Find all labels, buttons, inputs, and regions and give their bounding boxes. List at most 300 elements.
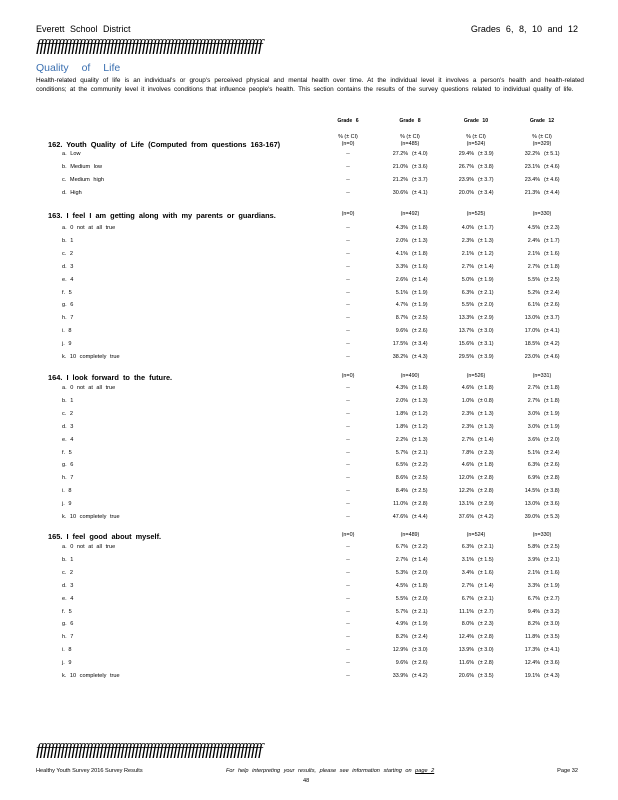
g10-percent: 6.3%	[461, 544, 474, 550]
grade-6-value: --	[346, 660, 350, 667]
g12-confidence-interval: (± 3.6)	[544, 660, 560, 667]
percent-ci-subheader: % (± CI)	[532, 134, 552, 140]
g8-confidence-interval: (± 4.0)	[412, 151, 428, 157]
g8-percent: 3.3%	[395, 263, 408, 270]
g10-confidence-interval: (± 1.4)	[478, 263, 494, 270]
g10-percent: 2.3%	[461, 237, 474, 244]
g12-percent: 2.7%	[527, 263, 540, 270]
grade-6-value: --	[346, 410, 350, 417]
answer-option-label: i. 8	[62, 328, 72, 335]
g10-percent: 6.3%	[461, 289, 474, 296]
answer-option-label: g. 6	[62, 462, 74, 469]
grade-6-value: --	[346, 328, 350, 335]
g8-confidence-interval: (± 2.1)	[412, 608, 428, 615]
g10-confidence-interval: (± 2.1)	[478, 289, 494, 296]
g12-confidence-interval: (± 1.6)	[544, 569, 560, 576]
g10-percent: 12.2%	[458, 488, 474, 495]
g10-percent: 4.0%	[461, 225, 474, 231]
g12-percent: 39.0%	[524, 514, 540, 520]
g8-confidence-interval: (± 1.8)	[412, 385, 428, 391]
answer-option-label: j. 9	[62, 501, 72, 508]
answer-option-label: d. High	[62, 189, 82, 196]
g10-percent: 5.5%	[461, 302, 474, 309]
g8-percent: 12.9%	[392, 647, 408, 654]
g10-percent: 6.7%	[461, 595, 474, 602]
g8-confidence-interval: (± 1.3)	[412, 237, 428, 244]
grade-6-value: --	[346, 176, 350, 183]
g8-percent: 4.3%	[395, 385, 408, 391]
answer-option-label: k. 10 completely true	[62, 354, 120, 360]
g12-confidence-interval: (± 2.6)	[544, 462, 560, 469]
g10-percent: 1.0%	[461, 397, 474, 404]
sample-size-cell	[512, 532, 572, 539]
grade-6-value: --	[346, 514, 350, 520]
answer-option-label: e. 4	[62, 595, 74, 602]
g8-percent: 38.2%	[392, 354, 408, 360]
g12-confidence-interval: (± 5.3)	[544, 514, 560, 520]
g10-percent: 12.4%	[458, 634, 474, 641]
g10-percent: 13.7%	[458, 328, 474, 335]
g10-percent: 4.6%	[461, 385, 474, 391]
g10-confidence-interval: (± 1.3)	[478, 410, 494, 417]
g12-confidence-interval: (± 4.4)	[544, 189, 560, 196]
g10-confidence-interval: (± 3.1)	[478, 341, 494, 348]
g8-percent: 2.0%	[395, 237, 408, 244]
g12-percent: 2.1%	[527, 250, 540, 257]
g8-percent: 5.3%	[395, 569, 408, 576]
g10-percent: 29.4%	[458, 151, 474, 157]
g8-percent: 9.6%	[395, 328, 408, 335]
sample-size: (n=0)	[341, 140, 355, 147]
g12-percent: 18.5%	[524, 341, 540, 348]
answer-option-label: b. 1	[62, 237, 74, 244]
g12-percent: 6.9%	[527, 475, 540, 482]
sample-size-cell	[318, 532, 378, 539]
g10-confidence-interval: (± 2.7)	[478, 608, 494, 615]
g10-confidence-interval: (± 2.9)	[478, 501, 494, 508]
g8-percent: 6.7%	[395, 544, 408, 550]
grade-6-value: --	[346, 544, 350, 550]
g12-percent: 5.2%	[527, 289, 540, 296]
answer-option-label: a. 0 not at all true	[62, 544, 116, 550]
answer-option-label: f. 5	[62, 289, 72, 296]
g12-confidence-interval: (± 2.3)	[544, 225, 560, 231]
g12-percent: 4.5%	[527, 225, 540, 231]
g10-percent: 3.1%	[461, 556, 474, 563]
g12-confidence-interval: (± 1.8)	[544, 397, 560, 404]
g12-percent: 2.7%	[527, 385, 540, 391]
g8-confidence-interval: (± 4.2)	[412, 673, 428, 679]
sample-size-cell	[512, 134, 572, 147]
g10-confidence-interval: (± 3.9)	[478, 354, 494, 360]
g10-confidence-interval: (± 2.3)	[478, 449, 494, 456]
footer-page-link[interactable]: page 2	[415, 768, 435, 774]
grade-6-value: --	[346, 163, 350, 170]
footer-help-text	[226, 768, 434, 774]
g8-percent: 2.6%	[395, 276, 408, 283]
section-intro: Health-related quality of life is an individual's or group's perceived physical and mental health over time. At the individual level it involves a person's health and health-related conditions; at the community level it involves conditions that influence people's health. This section contains the results of the survey questions related to individual quality of life.	[36, 77, 584, 93]
g10-percent: 29.5%	[458, 354, 474, 360]
question-title: 164. I look forward to the future.	[48, 373, 173, 382]
g8-confidence-interval: (± 3.6)	[412, 163, 428, 170]
g12-confidence-interval: (± 2.4)	[544, 289, 560, 296]
g12-confidence-interval: (± 2.0)	[544, 436, 560, 443]
g12-percent: 3.0%	[527, 410, 540, 417]
g10-confidence-interval: (± 2.8)	[478, 488, 494, 495]
g12-percent: 8.2%	[527, 621, 540, 628]
g12-confidence-interval: (± 3.7)	[544, 315, 560, 322]
g10-percent: 7.8%	[461, 449, 474, 456]
g10-confidence-interval: (± 2.1)	[478, 595, 494, 602]
g10-percent: 2.7%	[461, 263, 474, 270]
g8-confidence-interval: (± 3.7)	[412, 176, 428, 183]
column-header-grade-8: Grade 8	[399, 118, 421, 124]
sample-size-cell	[380, 532, 440, 539]
grade-6-value: --	[346, 501, 350, 508]
answer-option-label: c. 2	[62, 410, 74, 417]
g10-confidence-interval: (± 1.4)	[478, 436, 494, 443]
g12-confidence-interval: (± 4.6)	[544, 176, 560, 183]
decorative-rule-bottom: ffffffffffffffffffffffffffffffffffffffffffffffffffffffffffffffff	[36, 742, 262, 758]
grade-6-value: --	[346, 276, 350, 283]
g8-confidence-interval: (± 4.3)	[412, 354, 428, 360]
g10-confidence-interval: (± 0.8)	[478, 397, 494, 404]
sample-size-cell	[380, 134, 440, 147]
g10-confidence-interval: (± 3.5)	[478, 673, 494, 679]
percent-ci-subheader: % (± CI)	[466, 134, 486, 140]
g8-percent: 1.8%	[395, 410, 408, 417]
g10-percent: 11.1%	[459, 608, 474, 615]
sample-size: (n=492)	[400, 211, 420, 217]
section-title: Quality of Life	[36, 62, 121, 74]
footer-help-prefix: For help interpreting your results, please see information starting on	[226, 768, 412, 774]
g12-percent: 14.5%	[524, 488, 540, 495]
g8-percent: 6.5%	[395, 462, 408, 469]
g8-percent: 4.7%	[395, 302, 408, 309]
g12-percent: 32.2%	[524, 151, 540, 157]
grade-6-value: --	[346, 151, 350, 157]
g8-confidence-interval: (± 2.6)	[412, 660, 428, 667]
g8-percent: 11.0%	[393, 501, 408, 508]
grade-6-value: --	[346, 237, 350, 244]
g12-confidence-interval: (± 1.9)	[544, 410, 560, 417]
page-number: 48	[303, 778, 310, 784]
sample-size: (n=526)	[466, 373, 486, 379]
grade-6-value: --	[346, 354, 350, 360]
g8-confidence-interval: (± 1.8)	[412, 225, 428, 231]
answer-option-label: h. 7	[62, 634, 74, 641]
grade-6-value: --	[346, 608, 350, 615]
grade-6-value: --	[346, 673, 350, 679]
answer-option-label: b. Medium low	[62, 163, 103, 170]
question-title: 165. I feel good about myself.	[48, 532, 162, 541]
g12-percent: 17.0%	[524, 328, 540, 335]
g12-percent: 23.1%	[524, 163, 540, 170]
answer-option-label: d. 3	[62, 582, 74, 589]
g12-confidence-interval: (± 1.8)	[544, 385, 560, 391]
g12-confidence-interval: (± 2.6)	[544, 302, 560, 309]
g8-confidence-interval: (± 1.8)	[412, 582, 428, 589]
answer-option-label: k. 10 completely true	[62, 514, 120, 520]
g8-confidence-interval: (± 1.3)	[412, 436, 428, 443]
g12-confidence-interval: (± 1.9)	[544, 582, 560, 589]
g8-confidence-interval: (± 1.2)	[412, 410, 428, 417]
g10-confidence-interval: (± 1.5)	[478, 556, 494, 563]
answer-option-label: f. 5	[62, 449, 72, 456]
sample-size-cell	[318, 134, 378, 147]
g12-percent: 21.3%	[524, 189, 540, 196]
g8-confidence-interval: (± 2.5)	[412, 475, 428, 482]
g12-confidence-interval: (± 4.3)	[544, 673, 560, 679]
grade-6-value: --	[346, 449, 350, 456]
g10-percent: 20.6%	[458, 673, 474, 679]
g10-confidence-interval: (± 2.0)	[478, 302, 494, 309]
g10-percent: 37.6%	[458, 514, 474, 520]
g12-percent: 13.0%	[524, 315, 540, 322]
g12-percent: 23.0%	[524, 354, 540, 360]
g10-confidence-interval: (± 1.4)	[478, 582, 494, 589]
g10-percent: 3.4%	[461, 569, 474, 576]
question-title: 163. I feel I am getting along with my parents or guardians.	[48, 211, 276, 220]
grade-6-value: --	[346, 436, 350, 443]
g10-confidence-interval: (± 3.4)	[478, 189, 494, 196]
g10-confidence-interval: (± 3.7)	[478, 176, 494, 183]
grade-6-value: --	[346, 647, 350, 654]
g8-percent: 17.5%	[392, 341, 408, 348]
g8-confidence-interval: (± 3.0)	[412, 647, 428, 654]
sample-size-cell	[380, 373, 440, 380]
sample-size: (n=0)	[341, 211, 355, 217]
answer-option-label: a. Low	[62, 151, 81, 157]
g10-percent: 12.0%	[458, 475, 474, 482]
g10-confidence-interval: (± 1.2)	[478, 250, 494, 257]
g8-confidence-interval: (± 1.3)	[412, 397, 428, 404]
g12-percent: 2.4%	[527, 237, 540, 244]
g12-confidence-interval: (± 2.8)	[544, 475, 560, 482]
g12-confidence-interval: (± 1.7)	[544, 237, 560, 244]
answer-option-label: g. 6	[62, 302, 74, 309]
grade-6-value: --	[346, 423, 350, 430]
g10-confidence-interval: (± 1.8)	[478, 462, 494, 469]
grade-6-value: --	[346, 385, 350, 391]
answer-option-label: i. 8	[62, 647, 72, 654]
answer-option-label: c. 2	[62, 569, 74, 576]
g10-percent: 8.0%	[461, 621, 474, 628]
g8-percent: 4.3%	[395, 225, 408, 231]
grade-6-value: --	[346, 341, 350, 348]
answer-option-label: d. 3	[62, 263, 74, 270]
g10-percent: 13.9%	[458, 647, 474, 654]
grade-6-value: --	[346, 462, 350, 469]
grade-6-value: --	[346, 397, 350, 404]
g12-percent: 9.4%	[527, 608, 540, 615]
g12-percent: 6.1%	[527, 302, 540, 309]
g8-confidence-interval: (± 3.4)	[412, 341, 428, 348]
g12-confidence-interval: (± 3.6)	[544, 501, 560, 508]
grade-6-value: --	[346, 225, 350, 231]
g12-confidence-interval: (± 2.1)	[544, 556, 560, 563]
district-name: Everett School District	[36, 24, 131, 34]
g8-percent: 47.6%	[392, 514, 408, 520]
g12-confidence-interval: (± 5.1)	[544, 151, 560, 157]
answer-option-label: b. 1	[62, 397, 74, 404]
g10-percent: 2.7%	[461, 582, 474, 589]
g8-confidence-interval: (± 2.2)	[412, 544, 428, 550]
sample-size-cell	[380, 211, 440, 218]
grade-6-value: --	[346, 302, 350, 309]
grade-6-value: --	[346, 289, 350, 296]
g12-percent: 12.4%	[524, 660, 540, 667]
sample-size: (n=485)	[400, 140, 420, 147]
g8-confidence-interval: (± 4.1)	[412, 189, 428, 196]
g8-confidence-interval: (± 1.4)	[412, 276, 428, 283]
g12-percent: 2.1%	[527, 569, 540, 576]
percent-ci-subheader: % (± CI)	[400, 134, 420, 140]
g10-confidence-interval: (± 2.8)	[478, 475, 494, 482]
g8-percent: 8.2%	[395, 634, 408, 641]
g12-confidence-interval: (± 3.8)	[544, 488, 560, 495]
g8-confidence-interval: (± 2.1)	[412, 449, 428, 456]
decorative-rule-top: ffffffffffffffffffffffffffffffffffffffffffffffffffffffffffffffff	[36, 38, 262, 54]
g8-percent: 5.5%	[395, 595, 408, 602]
g10-confidence-interval: (± 1.7)	[478, 225, 494, 231]
g8-percent: 1.8%	[395, 423, 408, 430]
column-header-grade-6: Grade 6	[337, 118, 359, 124]
grade-6-value: --	[346, 488, 350, 495]
g10-confidence-interval: (± 1.3)	[478, 237, 494, 244]
g12-percent: 5.8%	[527, 544, 540, 550]
sample-size-cell	[512, 211, 572, 218]
g12-percent: 3.0%	[527, 423, 540, 430]
g12-confidence-interval: (± 4.6)	[544, 354, 560, 360]
g12-confidence-interval: (± 4.1)	[544, 328, 560, 335]
g10-percent: 2.7%	[461, 436, 474, 443]
g8-confidence-interval: (± 1.9)	[412, 289, 428, 296]
g10-percent: 2.1%	[461, 250, 474, 257]
g8-percent: 27.2%	[392, 151, 408, 157]
g10-percent: 2.3%	[461, 423, 474, 430]
g10-percent: 20.0%	[458, 189, 474, 196]
sample-size: (n=490)	[400, 373, 420, 379]
g12-percent: 17.3%	[524, 647, 540, 654]
answer-option-label: k. 10 completely true	[62, 673, 120, 679]
grade-6-value: --	[346, 569, 350, 576]
g10-percent: 5.0%	[461, 276, 474, 283]
g8-percent: 8.6%	[395, 475, 408, 482]
answer-option-label: a. 0 not at all true	[62, 225, 116, 231]
g8-confidence-interval: (± 2.4)	[412, 634, 428, 641]
g8-confidence-interval: (± 2.8)	[412, 501, 428, 508]
sample-size: (n=524)	[466, 140, 486, 147]
answer-option-label: c. Medium high	[62, 176, 104, 183]
g8-confidence-interval: (± 2.0)	[412, 595, 428, 602]
g12-confidence-interval: (± 2.7)	[544, 595, 560, 602]
g10-percent: 26.7%	[458, 163, 474, 170]
grade-6-value: --	[346, 475, 350, 482]
g10-confidence-interval: (± 2.8)	[478, 634, 494, 641]
g10-confidence-interval: (± 2.8)	[478, 660, 494, 667]
g8-confidence-interval: (± 2.6)	[412, 328, 428, 335]
g8-percent: 21.2%	[392, 176, 408, 183]
g8-percent: 2.2%	[395, 436, 408, 443]
sample-size: (n=524)	[466, 532, 486, 538]
grade-6-value: --	[346, 634, 350, 641]
g12-percent: 5.5%	[527, 276, 540, 283]
column-header-grade-10: Grade 10	[463, 118, 489, 124]
g8-percent: 2.7%	[395, 556, 408, 563]
g10-confidence-interval: (± 2.9)	[478, 315, 494, 322]
g10-percent: 13.1%	[458, 501, 474, 508]
g8-percent: 8.7%	[395, 315, 408, 322]
answer-option-label: h. 7	[62, 475, 74, 482]
column-header-grade-12: Grade 12	[529, 118, 555, 124]
g8-percent: 30.6%	[392, 189, 408, 196]
g12-confidence-interval: (± 2.4)	[544, 449, 560, 456]
sample-size: (n=525)	[466, 211, 486, 217]
g10-confidence-interval: (± 2.3)	[478, 621, 494, 628]
g12-confidence-interval: (± 4.2)	[544, 341, 560, 348]
answer-option-label: e. 4	[62, 436, 74, 443]
g10-confidence-interval: (± 1.8)	[478, 385, 494, 391]
g8-confidence-interval: (± 2.0)	[412, 569, 428, 576]
g10-percent: 11.6%	[459, 660, 474, 667]
answer-option-label: j. 9	[62, 341, 72, 348]
g10-confidence-interval: (± 1.3)	[478, 423, 494, 430]
g8-confidence-interval: (± 1.2)	[412, 423, 428, 430]
question-title: 162. Youth Quality of Life (Computed from questions 163-167)	[48, 140, 281, 149]
g10-confidence-interval: (± 3.8)	[478, 163, 494, 170]
g8-confidence-interval: (± 4.4)	[412, 514, 428, 520]
g12-confidence-interval: (± 2.5)	[544, 276, 560, 283]
g12-percent: 13.0%	[524, 501, 540, 508]
answer-option-label: a. 0 not at all true	[62, 385, 116, 391]
sample-size-cell	[446, 211, 506, 218]
g8-confidence-interval: (± 1.9)	[412, 621, 428, 628]
g10-confidence-interval: (± 2.1)	[478, 544, 494, 550]
g8-confidence-interval: (± 1.4)	[412, 556, 428, 563]
g10-confidence-interval: (± 3.0)	[478, 328, 494, 335]
sample-size-cell	[446, 134, 506, 147]
g12-percent: 3.3%	[527, 582, 540, 589]
sample-size: (n=0)	[341, 532, 355, 538]
g8-confidence-interval: (± 2.5)	[412, 488, 428, 495]
grade-6-value: --	[346, 263, 350, 270]
g10-confidence-interval: (± 1.9)	[478, 276, 494, 283]
sample-size: (n=330)	[532, 211, 552, 217]
g12-confidence-interval: (± 1.8)	[544, 263, 560, 270]
g10-confidence-interval: (± 3.9)	[478, 151, 494, 157]
sample-size-cell	[446, 532, 506, 539]
g10-percent: 13.3%	[458, 315, 474, 322]
answer-option-label: d. 3	[62, 423, 74, 430]
percent-ci-subheader: % (± CI)	[338, 134, 358, 140]
g12-confidence-interval: (± 3.5)	[544, 634, 560, 641]
g12-percent: 11.8%	[525, 634, 540, 641]
g8-confidence-interval: (± 1.8)	[412, 250, 428, 257]
g12-percent: 5.1%	[527, 449, 540, 456]
sample-size-cell	[318, 373, 378, 380]
sample-size: (n=489)	[400, 532, 420, 538]
g8-percent: 4.1%	[395, 250, 408, 257]
footer-survey-title: Healthy Youth Survey 2016 Survey Results	[36, 768, 143, 774]
sample-size-cell	[318, 211, 378, 218]
g8-confidence-interval: (± 1.9)	[412, 302, 428, 309]
g10-percent: 2.3%	[461, 410, 474, 417]
sample-size: (n=330)	[532, 532, 552, 538]
sample-size: (n=0)	[341, 373, 355, 379]
grade-6-value: --	[346, 621, 350, 628]
g8-percent: 5.7%	[395, 449, 408, 456]
